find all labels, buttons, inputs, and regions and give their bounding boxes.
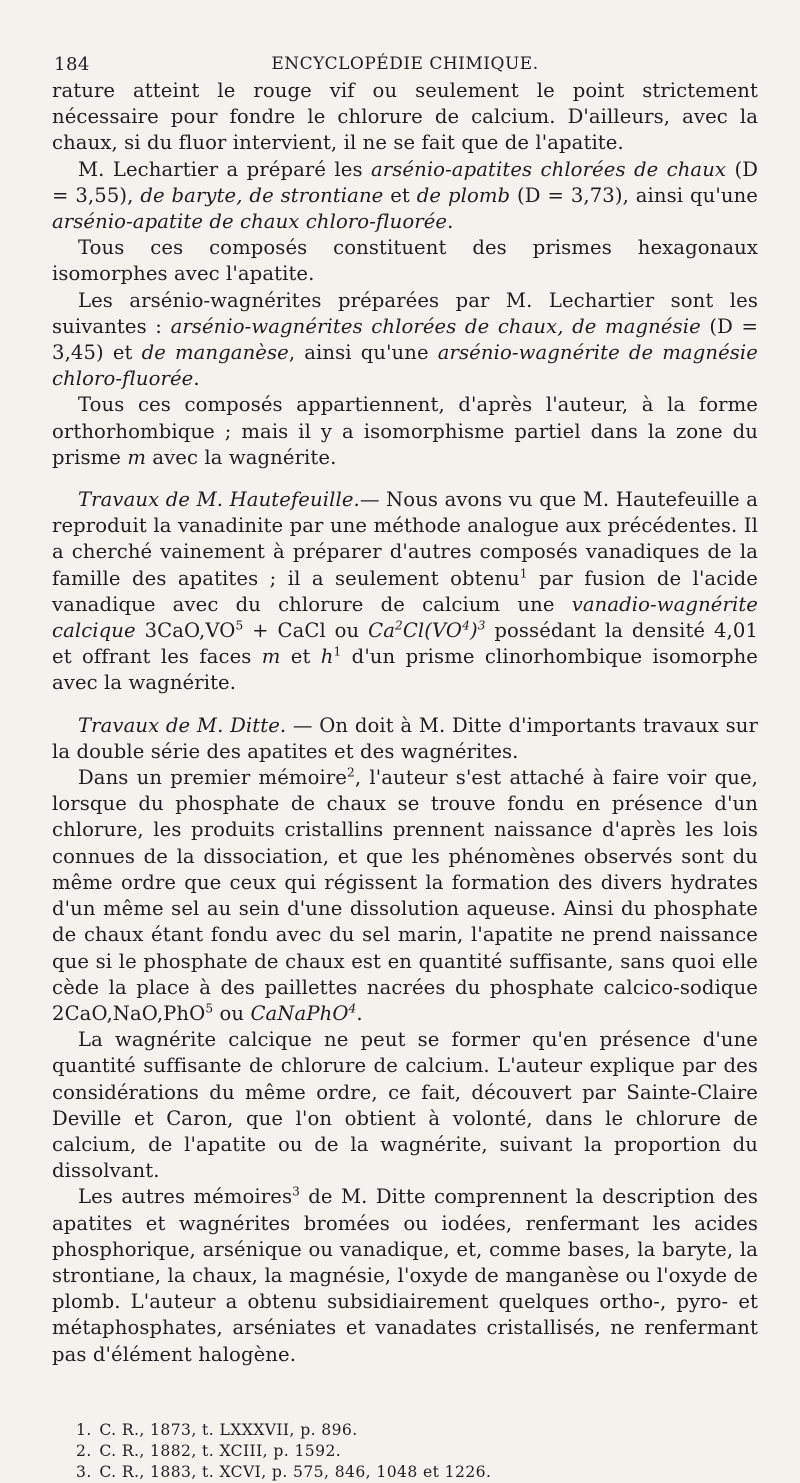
paragraph-8: Dans un premier mémoire$^2$, l'auteur s'est attaché à faire voir que, lorsque du phosphate de chaux se trouve fondu en présence d'un chlorure, les produits cristallins prennent naissance d'après les lois connues de la dissociation, et que les phénomènes observés sont du même ordre que ceux qui régissent la formation des divers hydrates d'un même sel au sein d'une dissolution aqueuse. Ainsi du phosphate de chaux étant fondu avec du sel marin, l'apatite ne prend naissance que si le phosphate de chaux est en quantité suffisante, sans quoi elle cède la place à des paillettes nacrées du phosphate calcico-sodique 2CaO,NaO,PhO$^5$ ou CaNaPhO$^4$.: [52, 765, 758, 1025]
page-header: [52, 48, 758, 78]
footnote: 3. C. R., 1883, t. XCVI, p. 575, 846, 1048 et 1226.: [76, 1462, 492, 1481]
page-number: 184: [54, 54, 90, 75]
paragraph-9: La wagnérite calcique ne peut se former qu'en présence d'une quantité suffisante de chlorure de calcium. L'auteur explique par des considérations du même ordre, ce fait, découvert par Sainte-Claire Deville et Caron, que l'on obtient à volonté, dans le chlorure de calcium, de l'apatite ou de la wagnérite, suivant la proportion du dissolvant.: [52, 1028, 758, 1183]
paragraph-5: Tous ces composés appartiennent, d'après l'auteur, à la forme orthorhombique ; mais il y a isomorphisme partiel dans la zone du prisme m avec la wagnérite.: [52, 393, 758, 469]
paragraph-hautefeuille: Travaux de M. Hautefeuille.— Nous avons vu que M. Hautefeuille a reproduit la vanadinite par une méthode analogue aux précédentes. Il a cherché vainement à préparer d'autres composés vanadiques de la famille des apatites ; il a seulement obtenu$^1$ par fusion de l'acide vanadique avec du chlorure de calcium une vanadio-wagnérite calcique $3CaO,VO^5$ + CaCl ou $Ca^2Cl(VO^4)^3$ possédant la densité 4,01 et offrant les faces m et $h^1$ d'un prisme clinorhombique isomorphe avec la wagnérite.: [52, 488, 758, 695]
paragraph-2: M. Lechartier a préparé les arsénio-apatites chlorées de chaux (D = 3,55), de baryte, de strontiane et de plomb (D = 3,73), ainsi qu'une arsénio-apatite de chaux chloro-fluorée.: [52, 157, 759, 234]
footnotes: [52, 1420, 758, 1483]
footnote: 2. C. R., 1882, t. XCIII, p. 1592.: [76, 1441, 342, 1460]
paragraph-4: Les arsénio-wagnérites préparées par M. Lechartier sont les suivantes : arsénio-wagnérites chlorées de chaux, de magnésie (D = 3,45) et de manganèse, ainsi qu'une arsénio-wagnérite de magnésie chloro-fluorée.: [52, 288, 758, 391]
section-title-ditte: Travaux de M. Ditte.: [78, 713, 287, 737]
body-text: [52, 78, 758, 1368]
paragraph-1: rature atteint le rouge vif ou seulement le point strictement nécessaire pour fondre le chlorure de calcium. D'ailleurs, avec la chaux, si du fluor intervient, il ne se fait que de l'apatite.: [52, 79, 758, 155]
formula: $Ca^2Cl(VO^4)^3$: [368, 618, 486, 643]
running-title: ENCYCLOPÉDIE CHIMIQUE.: [271, 54, 539, 74]
paragraph-ditte: Travaux de M. Ditte. — On doit à M. Ditte d'importants travaux sur la double série des apatites et des wagnérites.: [52, 713, 758, 763]
section-title-hautefeuille: Travaux de M. Hautefeuille.: [78, 488, 360, 512]
footnote: 1. C. R., 1873, t. LXXXVII, p. 896.: [76, 1420, 358, 1439]
footnote-ref-1: 1: [519, 566, 528, 581]
formula: CaNaPhO$^4$: [250, 1001, 357, 1025]
footnote-ref-3: 3: [292, 1185, 300, 1200]
paragraph-3: Tous ces composés constituent des prismes hexagonaux isomorphes avec l'apatite.: [52, 236, 758, 286]
paragraph-10: Les autres mémoires$^3$ de M. Ditte comprennent la description des apatites et wagnérites bromées ou iodées, renfermant les acides phosphorique, arsénique ou vanadique, et, comme bases, la baryte, la strontiane, la chaux, la magnésie, l'oxyde de manganèse ou l'oxyde de plomb. L'auteur a obtenu subsidiairement quelques ortho-, pyro- et métaphosphates, arséniates et vanadates cristallisés, ne renfermant pas d'élément halogène.: [52, 1185, 758, 1366]
footnote-ref-2: 2: [347, 765, 355, 780]
